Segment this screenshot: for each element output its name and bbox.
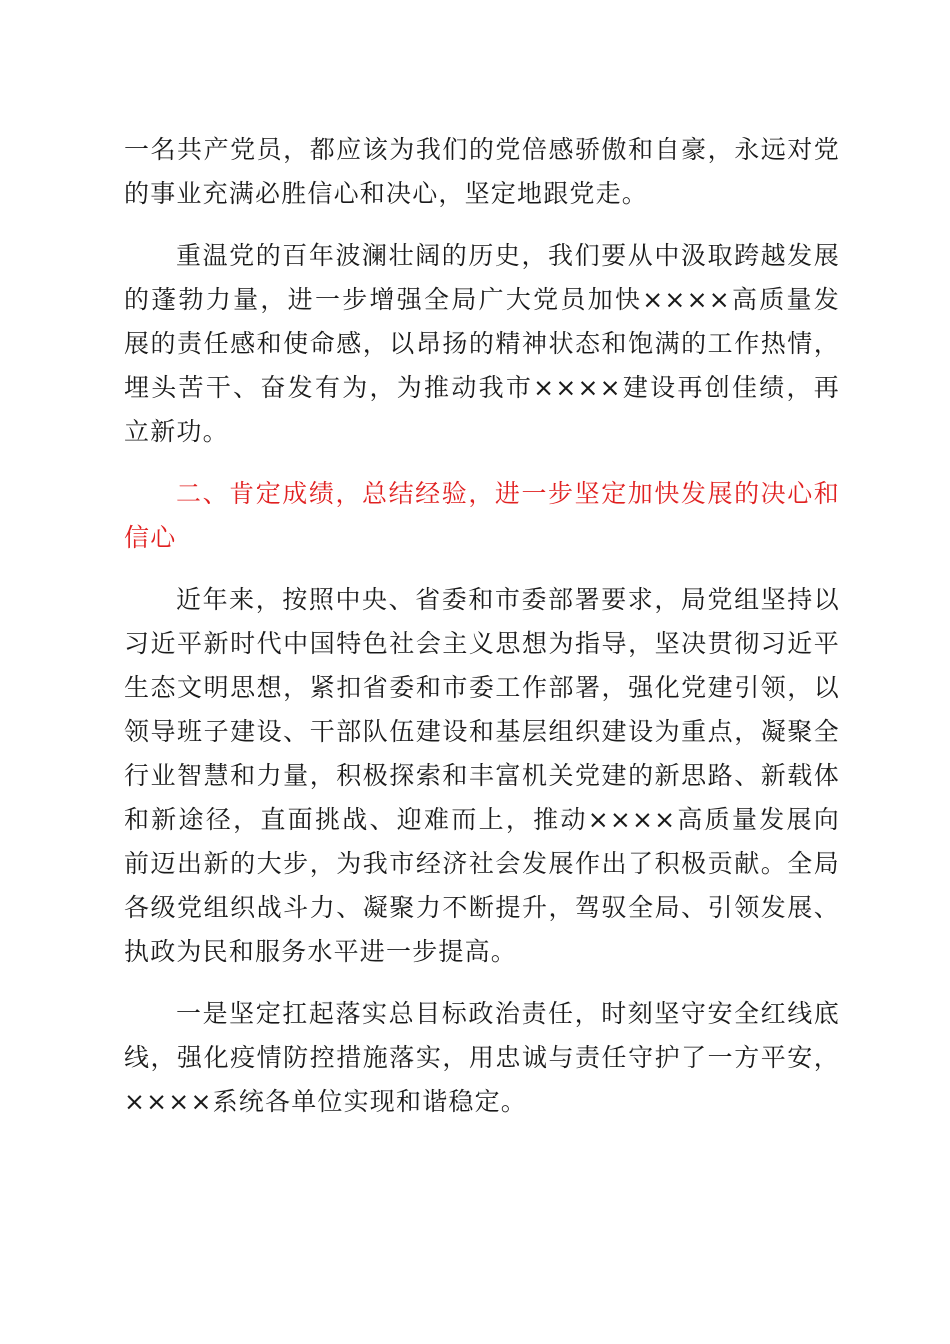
- paragraph-continuation: 一名共产党员，都应该为我们的党倍感骄傲和自豪，永远对党的事业充满必胜信心和决心，坚定地跟党走。: [124, 135, 840, 208]
- document-body: [124, 128, 840, 1142]
- paragraph-point-one: 一是坚定扛起落实总目标政治责任，时刻坚守安全红线底线，强化疫情防控措施落实，用忠诚与责任守护了一方平安，××××系统各单位实现和谐稳定。: [124, 999, 840, 1116]
- section-two-heading: 二、肯定成绩，总结经验，进一步坚定加快发展的决心和信心: [124, 479, 840, 552]
- paragraph-recent-years: 近年来，按照中央、省委和市委部署要求，局党组坚持以习近平新时代中国特色社会主义思想为指导，坚决贯彻习近平生态文明思想，紧扣省委和市委工作部署，强化党建引领，以领导班子建设、干部队伍建设和基层组织建设为重点，凝聚全行业智慧和力量，积极探索和丰富机关党建的新思路、新载体和新途径，直面挑战、迎难而上，推动××××高质量发展向前迈出新的大步，为我市经济社会发展作出了积极贡献。全局各级党组织战斗力、凝聚力不断提升，驾驭全局、引领发展、执政为民和服务水平进一步提高。: [124, 585, 840, 966]
- paragraph-review-history: 重温党的百年波澜壮阔的历史，我们要从中汲取跨越发展的蓬勃力量，进一步增强全局广大党员加快××××高质量发展的责任感和使命感，以昂扬的精神状态和饱满的工作热情，埋头苦干、奋发有为，为推动我市××××建设再创佳绩，再立新功。: [124, 241, 840, 446]
